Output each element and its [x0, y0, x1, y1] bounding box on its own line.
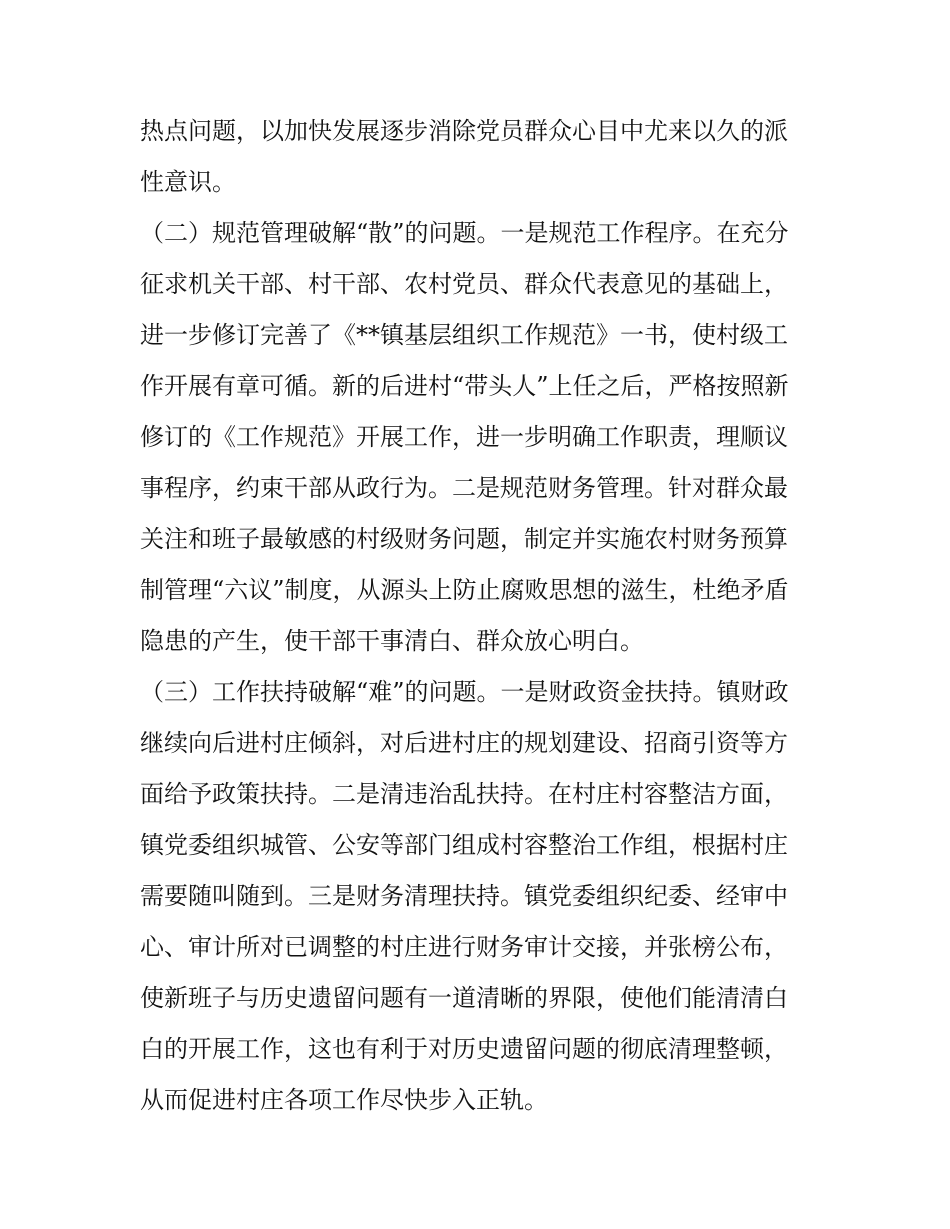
text-line: 白的开展工作，这也有利于对历史遗留问题的彻底清理整顿， [140, 1035, 788, 1063]
text-line: 需要随叫随到。三是财务清理扶持。镇党委组织纪委、经审中 [140, 882, 788, 910]
text-line: 进一步修订完善了《**镇基层组织工作规范》一书，使村级工 [140, 321, 788, 349]
section-heading-line: （二）规范管理破解“散”的问题。一是规范工作程序。在充分 [140, 219, 789, 247]
body-text [140, 106, 820, 1126]
text-line: 心、审计所对已调整的村庄进行财务审计交接，并张榜公布， [140, 933, 788, 961]
text-line: 制管理“六议”制度，从源头上防止腐败思想的滋生，杜绝矛盾 [140, 576, 789, 604]
text-line: 修订的《工作规范》开展工作，进一步明确工作职责，理顺议 [140, 423, 788, 451]
text-line: 关注和班子最敏感的村级财务问题，制定并实施农村财务预算 [140, 525, 788, 553]
text-line: 热点问题，以加快发展逐步消除党员群众心目中尤来以久的派 [140, 117, 788, 145]
text-line: 性意识。 [140, 168, 236, 196]
text-line: 面给予政策扶持。二是清违治乱扶持。在村庄村容整洁方面， [140, 780, 788, 808]
text-line: 征求机关干部、村干部、农村党员、群众代表意见的基础上， [140, 270, 788, 298]
section-heading-line: （三）工作扶持破解“难”的问题。一是财政资金扶持。镇财政 [140, 678, 789, 706]
text-line: 事程序，约束干部从政行为。二是规范财务管理。针对群众最 [140, 474, 788, 502]
text-line: 继续向后进村庄倾斜，对后进村庄的规划建设、招商引资等方 [140, 729, 788, 757]
text-line: 隐患的产生，使干部干事清白、群众放心明白。 [140, 627, 644, 655]
text-line: 使新班子与历史遗留问题有一道清晰的界限，使他们能清清白 [140, 984, 788, 1012]
text-line: 作开展有章可循。新的后进村“带头人”上任之后，严格按照新 [140, 372, 789, 400]
text-line: 镇党委组织城管、公安等部门组成村容整治工作组，根据村庄 [140, 831, 788, 859]
text-line: 从而促进村庄各项工作尽快步入正轨。 [140, 1086, 548, 1114]
